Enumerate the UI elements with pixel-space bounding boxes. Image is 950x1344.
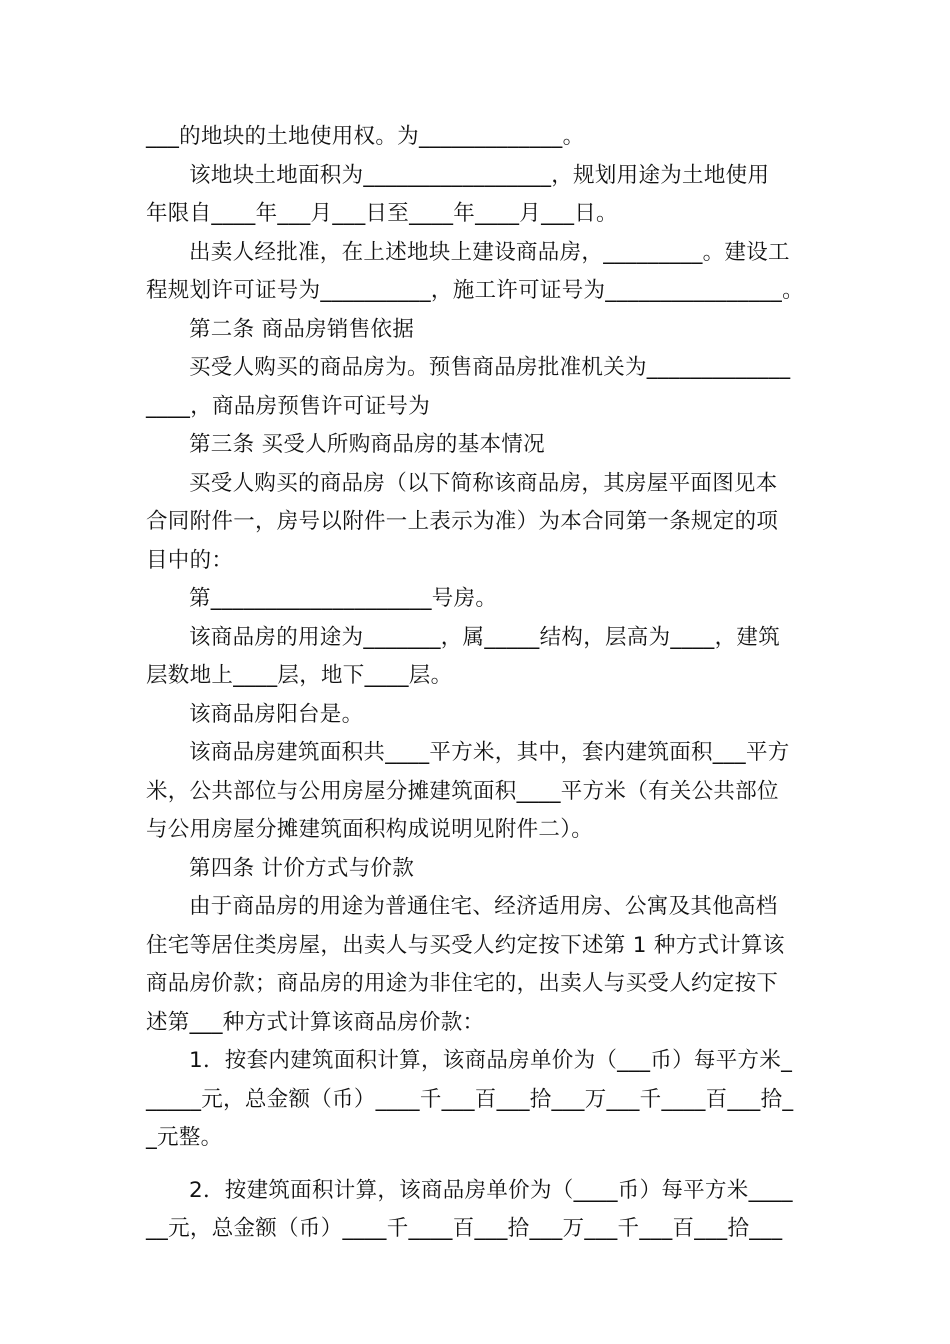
text-line: 该商品房的用途为_______，属_____结构，层高为____，建筑 <box>189 624 781 650</box>
text-line: 述第___种方式计算该商品房价款： <box>146 1009 485 1035</box>
text-line: 买受人购买的商品房为。预售商品房批准机关为_____________ <box>189 355 791 380</box>
text-line: 合同附件一，房号以附件一上表示为准）为本合同第一条规定的项 <box>146 509 779 534</box>
text-line: 年限自____年___月___日至____年____月___日。 <box>146 201 618 226</box>
text-line: 买受人购买的商品房（以下简称该商品房，其房屋平面图见本 <box>189 470 778 496</box>
text-line: ____，商品房预售许可证号为 <box>146 393 431 419</box>
text-line: 商品房价款；商品房的用途为非住宅的，出卖人与买受人约定按下 <box>146 971 779 996</box>
text-line: 该地块土地面积为_________________，规划用途为土地使用 <box>189 162 770 188</box>
text-line: 住宅等居住类房屋，出卖人与买受人约定按下述第 1 种方式计算该 <box>146 932 785 958</box>
text-line: 程规划许可证号为__________，施工许可证号为________________。 <box>146 278 804 303</box>
text-line: 米，公共部位与公用房屋分摊建筑面积____平方米（有关公共部位 <box>146 778 779 804</box>
text-line: 第三条 买受人所购商品房的基本情况 <box>189 432 545 457</box>
text-line: 第四条 计价方式与价款 <box>189 855 415 881</box>
text-line: _____元，总金额（币）____千___百___拾___万___千____百___拾_ <box>146 1086 794 1112</box>
text-line: 与公用房屋分摊建筑面积构成说明见附件二）。 <box>146 817 594 842</box>
text-line: ___的地块的土地使用权。为_____________。 <box>146 124 585 149</box>
contract-text <box>146 118 814 1249</box>
text-line: 第____________________号房。 <box>189 586 498 611</box>
text-line: __元，总金额（币）____千____百___拾___万___千___百___拾___ <box>146 1216 783 1241</box>
text-line: 目中的： <box>146 547 234 573</box>
text-line: _元整。 <box>146 1125 223 1150</box>
text-line: 该商品房阳台是。 <box>189 701 364 727</box>
text-line: 层数地上____层，地下____层。 <box>146 663 453 688</box>
text-line: 该商品房建筑面积共____平方米，其中，套内建筑面积___平方 <box>189 740 790 765</box>
text-line: 由于商品房的用途为普通住宅、经济适用房、公寓及其他高档 <box>189 894 778 919</box>
text-line: 出卖人经批准，在上述地块上建设商品房，_________。建设工 <box>189 239 790 265</box>
text-line: 2．按建筑面积计算，该商品房单价为（____币）每平方米____ <box>189 1177 793 1203</box>
text-line: 1．按套内建筑面积计算，该商品房单价为（___币）每平方米_ <box>189 1048 793 1073</box>
text-line: 第二条 商品房销售依据 <box>189 316 415 342</box>
